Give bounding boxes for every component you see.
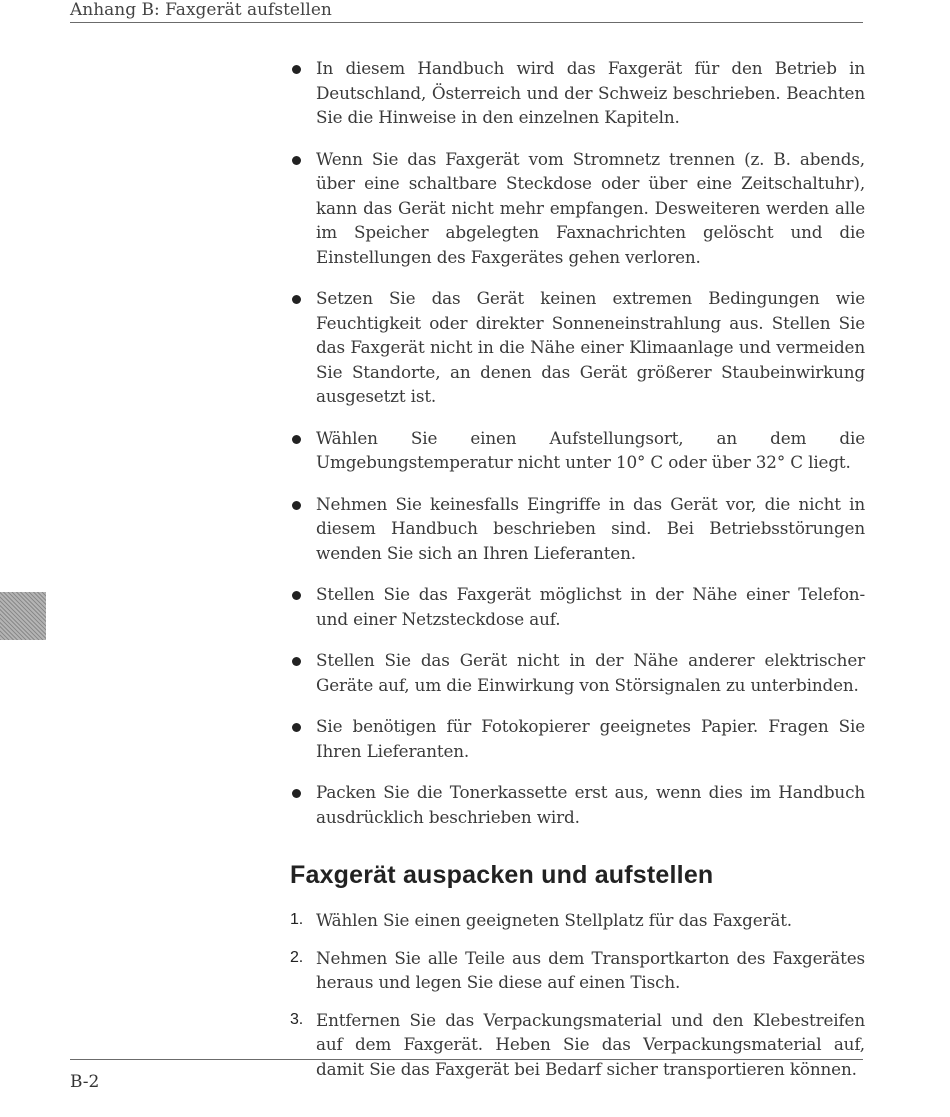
bullet-icon [292,591,301,600]
bullet-icon [292,295,301,304]
list-item-text: Wählen Sie einen Aufstellungsort, an dem die Umgebungstemperatur nicht unter 10° C oder über 32° C liegt. [316,427,865,472]
list-item [290,426,865,475]
bullet-icon [292,657,301,666]
list-item [290,286,865,409]
bullet-icon [292,435,301,444]
list-item [290,648,865,697]
main-content [290,56,865,1094]
section-heading: Faxgerät auspacken und aufstellen [290,861,714,889]
chapter-tab-marker [0,592,46,640]
safety-notes-list [290,56,865,829]
step-number: 3. [290,1010,304,1028]
list-item [290,56,865,130]
step-item [290,946,865,995]
step-item [290,908,865,933]
list-item-text: Stellen Sie das Gerät nicht in der Nähe anderer elektrischer Geräte auf, um die Einwirkung von Störsignalen zu unterbinden. [316,650,865,695]
list-item [290,147,865,270]
step-number: 2. [290,948,304,966]
bullet-icon [292,723,301,732]
bullet-icon [292,156,301,165]
bullet-icon [292,501,301,510]
page-number: B-2 [70,1072,100,1092]
setup-steps-list [290,908,865,1081]
list-item-text: Packen Sie die Tonerkassette erst aus, wenn dies im Handbuch ausdrücklich beschrieben wird. [316,782,865,827]
footer-rule [70,1059,863,1060]
list-item-text: Wenn Sie das Faxgerät vom Stromnetz trennen (z. B. abends, über eine schaltbare Steckdose oder über eine Zeitschaltuhr), kann das Gerät nicht mehr empfangen. Desweiteren werden alle im Speicher abgelegten Faxnachrichten gelöscht und die Einstellungen des Faxgerätes gehen verloren. [316,148,865,267]
list-item-text: In diesem Handbuch wird das Faxgerät für den Betrieb in Deutschland, Österreich und der Schweiz beschrieben. Beachten Sie die Hinweise in den einzelnen Kapiteln. [316,58,865,127]
page-header-title: Anhang B: Faxgerät aufstellen [70,0,332,20]
bullet-icon [292,789,301,798]
step-text: Wählen Sie einen geeigneten Stellplatz für das Faxgerät. [316,910,792,930]
list-item [290,492,865,566]
header-rule [70,22,863,23]
bullet-icon [292,65,301,74]
step-item [290,1008,865,1082]
list-item-text: Setzen Sie das Gerät keinen extremen Bedingungen wie Feuchtigkeit oder direkter Sonneneinstrahlung aus. Stellen Sie das Faxgerät nicht in die Nähe einer Klimaanlage und vermeiden Sie Standorte, an denen das Gerät größerer Staubeinwirkung ausgesetzt ist. [316,288,865,406]
list-item [290,714,865,763]
list-item [290,780,865,829]
list-item-text: Stellen Sie das Faxgerät möglichst in der Nähe einer Telefon- und einer Netzsteckdose auf. [316,584,865,629]
list-item-text: Sie benötigen für Fotokopierer geeignetes Papier. Fragen Sie Ihren Lieferanten. [316,716,865,761]
step-number: 1. [290,911,304,928]
list-item-text: Nehmen Sie keinesfalls Eingriffe in das Gerät vor, die nicht in diesem Handbuch beschrieben sind. Bei Betriebsstörungen wenden Sie sich an Ihren Lieferanten. [316,493,865,563]
list-item [290,582,865,631]
step-text: Nehmen Sie alle Teile aus dem Transportkarton des Faxgerätes heraus und legen Sie diese auf einen Tisch. [316,947,865,992]
step-text: Entfernen Sie das Verpackungsmaterial und den Klebestreifen auf dem Faxgerät. Heben Sie das Verpackungsmaterial auf, damit Sie das Faxgerät bei Bedarf sicher transportieren können. [316,1009,865,1079]
